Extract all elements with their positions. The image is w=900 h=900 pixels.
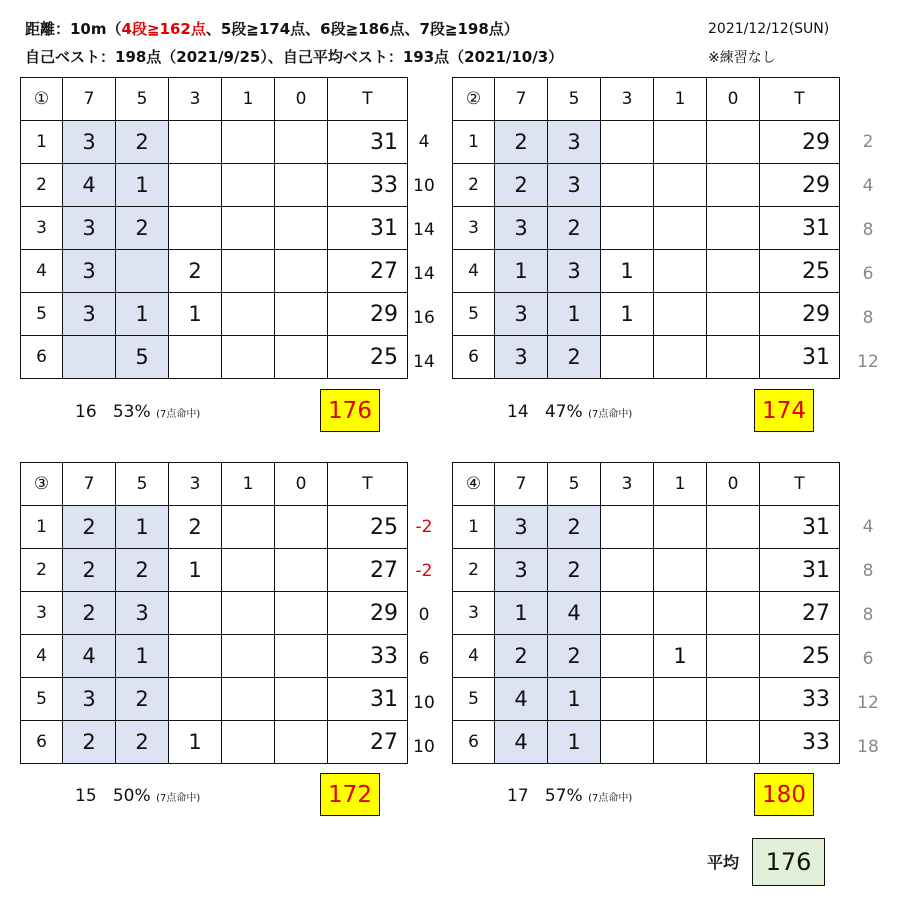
score-count-cell — [222, 336, 275, 379]
end-total: 31 — [328, 207, 408, 250]
score-count-cell — [707, 250, 760, 293]
score-count-cell — [654, 207, 707, 250]
hit-count: 16 — [75, 402, 97, 422]
end-number: 5 — [453, 678, 495, 721]
hit-note: (7点命中) — [156, 409, 201, 420]
hit-note: (7点命中) — [588, 409, 633, 420]
score-count-cell — [116, 250, 169, 293]
round-difference: 4 — [418, 132, 430, 152]
round-total: 174 — [754, 389, 814, 432]
score-count-cell: 3 — [495, 506, 548, 549]
score-count-cell: 1 — [116, 506, 169, 549]
side-value: 4 — [862, 517, 874, 537]
score-count-cell: 2 — [495, 164, 548, 207]
table-row — [21, 164, 408, 207]
round-difference: -2 — [415, 517, 433, 537]
score-count-cell: 2 — [63, 592, 116, 635]
column-header: 5 — [116, 78, 169, 121]
score-count-cell — [169, 678, 222, 721]
score-count-cell — [275, 506, 328, 549]
column-header: 1 — [222, 78, 275, 121]
score-count-cell — [654, 121, 707, 164]
session-date: 2021/12/12(SUN) — [708, 21, 830, 37]
score-count-cell: 2 — [548, 207, 601, 250]
round-difference: 6 — [418, 649, 430, 669]
end-total: 33 — [760, 678, 840, 721]
column-header: T — [328, 78, 408, 121]
table-row — [21, 506, 408, 549]
score-count-cell — [275, 164, 328, 207]
score-count-cell: 2 — [63, 549, 116, 592]
round-total: 176 — [320, 389, 380, 432]
round-number: ④ — [453, 463, 495, 506]
score-count-cell — [601, 678, 654, 721]
score-count-cell — [707, 121, 760, 164]
practice-note: ※練習なし — [708, 50, 776, 66]
side-value: 8 — [862, 561, 874, 581]
round-total: 180 — [754, 773, 814, 816]
score-count-cell: 2 — [63, 506, 116, 549]
column-header: 1 — [222, 463, 275, 506]
end-total: 31 — [760, 207, 840, 250]
score-count-cell — [169, 121, 222, 164]
hit-note: (7点命中) — [588, 793, 633, 804]
end-total: 29 — [328, 293, 408, 336]
score-count-cell — [601, 336, 654, 379]
score-count-cell — [601, 207, 654, 250]
score-count-cell — [275, 250, 328, 293]
side-value: 8 — [862, 605, 874, 625]
column-header: 7 — [63, 78, 116, 121]
score-count-cell: 3 — [495, 207, 548, 250]
score-count-cell: 4 — [63, 164, 116, 207]
score-count-cell — [654, 678, 707, 721]
score-count-cell — [169, 635, 222, 678]
hit-summary — [507, 786, 632, 806]
column-header: 0 — [275, 463, 328, 506]
score-count-cell: 1 — [116, 293, 169, 336]
round-difference: 0 — [418, 605, 430, 625]
table-row — [453, 164, 840, 207]
side-value: 6 — [862, 264, 874, 284]
end-number: 4 — [21, 635, 63, 678]
score-count-cell — [707, 635, 760, 678]
score-count-cell: 3 — [495, 293, 548, 336]
score-count-cell: 1 — [495, 250, 548, 293]
table-row — [453, 506, 840, 549]
round-number: ③ — [21, 463, 63, 506]
end-number: 5 — [21, 293, 63, 336]
score-count-cell — [275, 207, 328, 250]
score-count-cell — [707, 164, 760, 207]
side-value: 6 — [862, 649, 874, 669]
score-count-cell — [707, 549, 760, 592]
end-number: 4 — [453, 250, 495, 293]
end-total: 31 — [760, 336, 840, 379]
score-count-cell: 1 — [601, 250, 654, 293]
column-header: 1 — [654, 78, 707, 121]
score-count-cell: 3 — [548, 164, 601, 207]
end-total: 27 — [328, 549, 408, 592]
end-total: 29 — [760, 164, 840, 207]
score-count-cell: 1 — [116, 635, 169, 678]
table-row — [21, 250, 408, 293]
end-number: 2 — [453, 549, 495, 592]
end-number: 1 — [21, 121, 63, 164]
score-count-cell: 3 — [63, 121, 116, 164]
column-header: T — [328, 463, 408, 506]
score-count-cell: 4 — [495, 721, 548, 764]
score-count-cell — [222, 121, 275, 164]
score-count-cell — [275, 721, 328, 764]
score-count-cell: 2 — [116, 549, 169, 592]
score-count-cell: 3 — [495, 549, 548, 592]
table-row — [21, 336, 408, 379]
column-header: 0 — [707, 78, 760, 121]
score-count-cell — [275, 121, 328, 164]
table-header-row — [453, 463, 840, 506]
score-count-cell — [222, 164, 275, 207]
score-count-cell: 3 — [495, 336, 548, 379]
score-count-cell — [707, 592, 760, 635]
score-count-cell — [222, 293, 275, 336]
score-count-cell — [654, 336, 707, 379]
score-table-2 — [452, 77, 840, 379]
table-row — [21, 549, 408, 592]
column-header: 5 — [548, 78, 601, 121]
score-count-cell: 2 — [548, 336, 601, 379]
score-count-cell — [601, 164, 654, 207]
score-table-1 — [20, 77, 408, 379]
table-row — [453, 336, 840, 379]
column-header: 3 — [169, 463, 222, 506]
score-count-cell: 2 — [495, 635, 548, 678]
column-header: 5 — [116, 463, 169, 506]
score-count-cell — [601, 721, 654, 764]
average-value: 176 — [752, 838, 825, 886]
hit-percent: 57% — [544, 786, 583, 806]
score-count-cell — [654, 592, 707, 635]
end-number: 6 — [453, 721, 495, 764]
end-number: 3 — [453, 207, 495, 250]
score-count-cell — [275, 336, 328, 379]
score-count-cell — [601, 121, 654, 164]
score-count-cell — [654, 721, 707, 764]
end-total: 25 — [328, 506, 408, 549]
end-number: 5 — [453, 293, 495, 336]
end-total: 29 — [760, 293, 840, 336]
round-difference: 10 — [413, 176, 435, 196]
score-count-cell — [601, 549, 654, 592]
score-count-cell: 2 — [116, 121, 169, 164]
score-count-cell: 1 — [495, 592, 548, 635]
score-count-cell: 2 — [116, 678, 169, 721]
score-count-cell — [222, 721, 275, 764]
end-number: 6 — [21, 336, 63, 379]
column-header: 0 — [707, 463, 760, 506]
side-value: 8 — [862, 220, 874, 240]
round-difference: 10 — [413, 737, 435, 757]
end-total: 27 — [328, 721, 408, 764]
end-number: 6 — [453, 336, 495, 379]
round-difference: 10 — [413, 693, 435, 713]
score-count-cell — [222, 592, 275, 635]
table-header-row — [21, 78, 408, 121]
table-row — [453, 121, 840, 164]
score-count-cell: 3 — [63, 293, 116, 336]
hit-note: (7点命中) — [156, 793, 201, 804]
hit-summary — [75, 786, 200, 806]
score-count-cell — [654, 250, 707, 293]
score-count-cell: 3 — [548, 250, 601, 293]
round-number: ② — [453, 78, 495, 121]
score-count-cell: 2 — [63, 721, 116, 764]
average-label: 平均 — [707, 853, 740, 872]
score-count-cell: 1 — [169, 721, 222, 764]
table-row — [21, 678, 408, 721]
score-count-cell: 2 — [548, 506, 601, 549]
end-total: 33 — [760, 721, 840, 764]
score-count-cell — [601, 635, 654, 678]
score-count-cell — [275, 293, 328, 336]
column-header: 3 — [169, 78, 222, 121]
column-header: 1 — [654, 463, 707, 506]
score-count-cell: 3 — [63, 207, 116, 250]
end-number: 3 — [21, 207, 63, 250]
table-row — [21, 635, 408, 678]
score-count-cell — [707, 293, 760, 336]
score-count-cell — [654, 549, 707, 592]
table-header-row — [453, 78, 840, 121]
score-count-cell — [654, 506, 707, 549]
score-count-cell: 1 — [548, 678, 601, 721]
end-total: 31 — [328, 678, 408, 721]
end-total: 31 — [760, 506, 840, 549]
score-count-cell — [275, 635, 328, 678]
end-number: 1 — [453, 506, 495, 549]
round-number: ① — [21, 78, 63, 121]
score-count-cell — [601, 506, 654, 549]
score-count-cell — [275, 592, 328, 635]
score-count-cell: 1 — [548, 293, 601, 336]
score-count-cell — [654, 293, 707, 336]
table-row — [21, 207, 408, 250]
end-number: 1 — [21, 506, 63, 549]
table-row — [453, 721, 840, 764]
table-row — [453, 549, 840, 592]
personal-best-line: 自己ベスト：198点（2021/9/25）、自己平均ベスト：193点（2021/10/3） — [25, 48, 564, 66]
end-number: 2 — [21, 549, 63, 592]
hit-summary — [75, 402, 200, 422]
end-total: 31 — [760, 549, 840, 592]
score-count-cell — [707, 678, 760, 721]
score-count-cell: 2 — [116, 207, 169, 250]
score-count-cell — [275, 549, 328, 592]
table-row — [453, 678, 840, 721]
column-header: 7 — [495, 78, 548, 121]
round-difference: -2 — [415, 561, 433, 581]
score-count-cell: 3 — [63, 250, 116, 293]
score-count-cell: 2 — [495, 121, 548, 164]
score-count-cell — [707, 336, 760, 379]
score-table-4 — [452, 462, 840, 764]
score-count-cell: 1 — [548, 721, 601, 764]
side-value: 18 — [857, 737, 879, 757]
column-header: T — [760, 463, 840, 506]
score-count-cell — [707, 506, 760, 549]
end-number: 1 — [453, 121, 495, 164]
score-count-cell: 4 — [63, 635, 116, 678]
score-count-cell — [222, 635, 275, 678]
score-count-cell — [169, 592, 222, 635]
hit-count: 17 — [507, 786, 529, 806]
column-header: 7 — [63, 463, 116, 506]
score-count-cell: 4 — [548, 592, 601, 635]
score-count-cell — [222, 549, 275, 592]
score-count-cell: 3 — [116, 592, 169, 635]
end-total: 27 — [328, 250, 408, 293]
score-count-cell — [169, 207, 222, 250]
end-number: 4 — [21, 250, 63, 293]
score-count-cell: 2 — [548, 549, 601, 592]
score-count-cell — [654, 164, 707, 207]
end-number: 5 — [21, 678, 63, 721]
score-count-cell — [222, 207, 275, 250]
score-count-cell: 1 — [116, 164, 169, 207]
end-total: 33 — [328, 164, 408, 207]
table-header-row — [21, 463, 408, 506]
side-value: 4 — [862, 176, 874, 196]
score-count-cell: 2 — [169, 506, 222, 549]
side-value: 12 — [857, 693, 879, 713]
score-count-cell — [601, 592, 654, 635]
hit-percent: 47% — [544, 402, 583, 422]
score-count-cell — [222, 678, 275, 721]
hit-count: 14 — [507, 402, 529, 422]
table-row — [453, 207, 840, 250]
column-header: 7 — [495, 463, 548, 506]
table-row — [453, 635, 840, 678]
column-header: 5 — [548, 463, 601, 506]
table-row — [453, 592, 840, 635]
round-difference: 16 — [413, 308, 435, 328]
score-count-cell — [707, 207, 760, 250]
hit-percent: 50% — [112, 786, 151, 806]
end-number: 4 — [453, 635, 495, 678]
score-count-cell — [707, 721, 760, 764]
round-difference: 14 — [413, 352, 435, 372]
table-row — [21, 721, 408, 764]
table-row — [21, 121, 408, 164]
end-number: 2 — [453, 164, 495, 207]
score-count-cell: 1 — [654, 635, 707, 678]
score-count-cell: 4 — [495, 678, 548, 721]
end-number: 3 — [453, 592, 495, 635]
end-total: 31 — [328, 121, 408, 164]
side-value: 12 — [857, 352, 879, 372]
score-count-cell — [63, 336, 116, 379]
end-total: 29 — [760, 121, 840, 164]
side-value: 8 — [862, 308, 874, 328]
score-count-cell: 2 — [548, 635, 601, 678]
round-difference: 14 — [413, 220, 435, 240]
end-number: 6 — [21, 721, 63, 764]
score-count-cell: 2 — [169, 250, 222, 293]
score-count-cell — [169, 164, 222, 207]
hit-count: 15 — [75, 786, 97, 806]
table-row — [453, 293, 840, 336]
score-count-cell — [275, 678, 328, 721]
table-row — [21, 592, 408, 635]
end-total: 29 — [328, 592, 408, 635]
score-count-cell — [222, 250, 275, 293]
end-total: 25 — [328, 336, 408, 379]
score-count-cell: 5 — [116, 336, 169, 379]
score-table-3 — [20, 462, 408, 764]
score-count-cell: 1 — [169, 549, 222, 592]
side-value: 2 — [862, 132, 874, 152]
column-header: 3 — [601, 463, 654, 506]
end-number: 2 — [21, 164, 63, 207]
end-total: 27 — [760, 592, 840, 635]
column-header: 3 — [601, 78, 654, 121]
score-count-cell: 1 — [601, 293, 654, 336]
column-header: T — [760, 78, 840, 121]
end-total: 25 — [760, 250, 840, 293]
hit-summary — [507, 402, 632, 422]
score-count-cell: 1 — [169, 293, 222, 336]
end-total: 33 — [328, 635, 408, 678]
rank-4-criteria: 4段≧162点 — [121, 20, 206, 38]
table-row — [21, 293, 408, 336]
round-difference: 14 — [413, 264, 435, 284]
score-count-cell: 3 — [548, 121, 601, 164]
score-count-cell: 3 — [63, 678, 116, 721]
distance-criteria-line: 距離：10m（4段≧162点、5段≧174点、6段≧186点、7段≧198点） — [25, 20, 519, 38]
column-header: 0 — [275, 78, 328, 121]
score-count-cell — [169, 336, 222, 379]
round-total: 172 — [320, 773, 380, 816]
table-row — [453, 250, 840, 293]
end-number: 3 — [21, 592, 63, 635]
end-total: 25 — [760, 635, 840, 678]
hit-percent: 53% — [112, 402, 151, 422]
score-count-cell — [222, 506, 275, 549]
score-count-cell: 2 — [116, 721, 169, 764]
